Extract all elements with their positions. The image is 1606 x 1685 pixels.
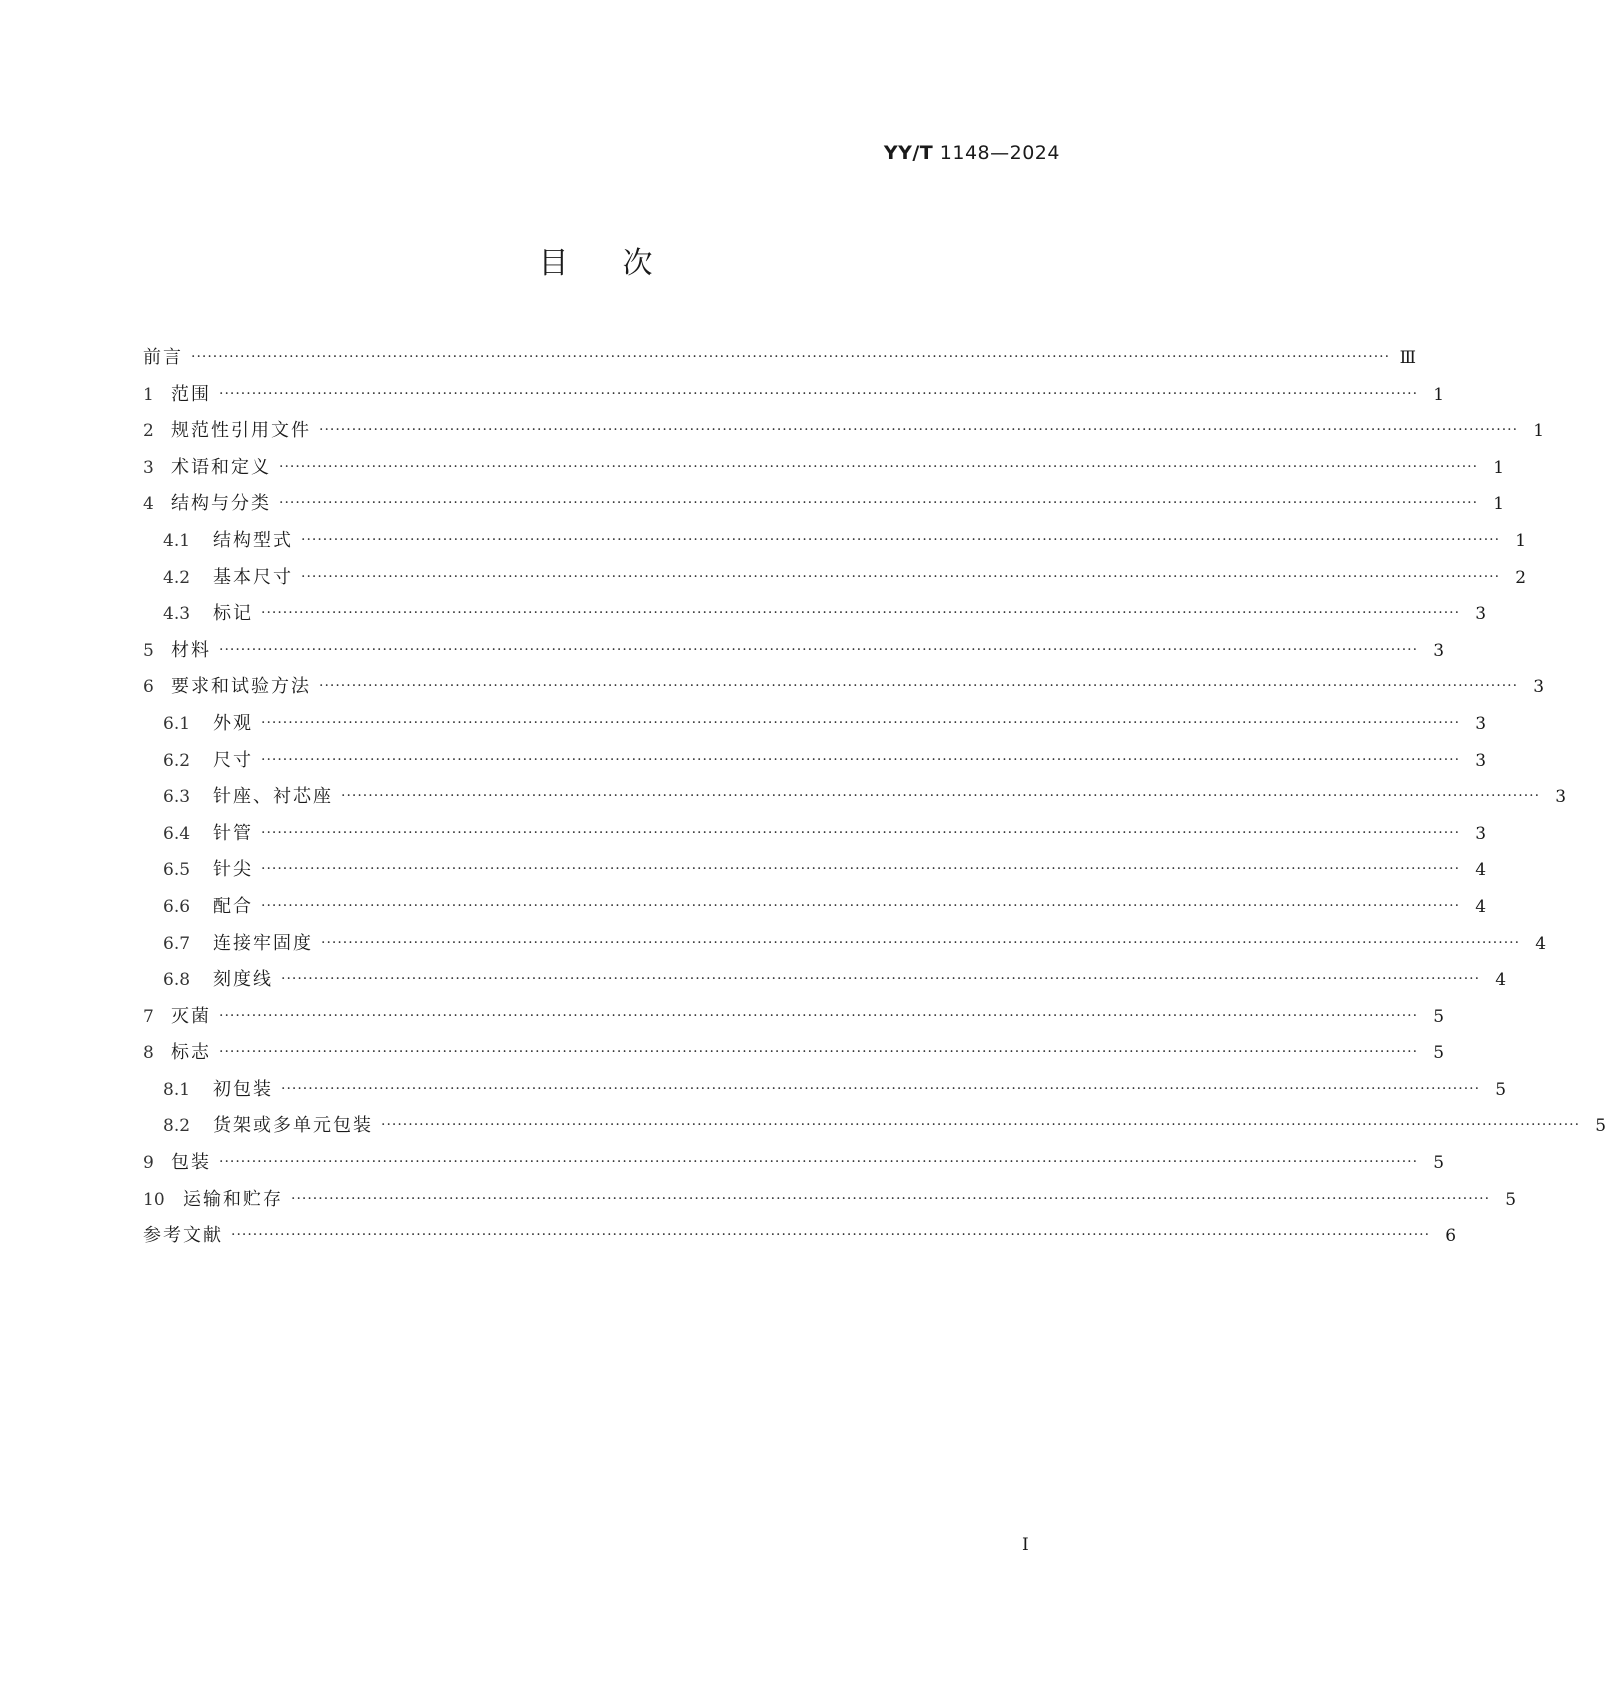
toc-entry-number: 8 bbox=[143, 1043, 154, 1064]
toc-entry-number: 6.8 bbox=[163, 970, 191, 991]
toc-entry-page: 5 bbox=[1433, 1153, 1445, 1174]
dot-leader: ···························································································································································································································· bbox=[261, 897, 1461, 914]
toc-entry-page: 4 bbox=[1475, 896, 1487, 917]
page-title: 目次 bbox=[538, 246, 707, 281]
toc-entry-page: 3 bbox=[1475, 823, 1487, 844]
toc-entry[interactable] bbox=[143, 596, 1487, 633]
toc-entry-page: 3 bbox=[1533, 677, 1545, 698]
toc-entry[interactable] bbox=[143, 999, 1445, 1036]
dot-leader: ···························································································································································································································· bbox=[279, 495, 1479, 512]
dot-leader: ···························································································································································································································· bbox=[279, 458, 1479, 475]
dot-leader: ···························································································································································································································· bbox=[281, 971, 1481, 988]
toc-entry-label: 货架或多单元包装 bbox=[213, 1115, 373, 1137]
standard-code bbox=[884, 142, 1060, 164]
toc-entry-number: 4.1 bbox=[163, 530, 191, 551]
toc-entry-page: 5 bbox=[1495, 1079, 1507, 1100]
toc-entry-label: 针座、衬芯座 bbox=[213, 786, 333, 808]
toc-entry-number: 6.5 bbox=[163, 860, 191, 881]
toc-entry-label: 刻度线 bbox=[213, 969, 273, 991]
toc-entry[interactable] bbox=[143, 1072, 1507, 1109]
toc-entry-page: 1 bbox=[1493, 457, 1505, 478]
toc-entry[interactable] bbox=[143, 377, 1445, 414]
toc-entry-label: 结构与分类 bbox=[171, 493, 271, 515]
toc-entry[interactable] bbox=[143, 340, 1417, 377]
dot-leader: ···························································································································································································································· bbox=[261, 824, 1461, 841]
toc-entry-number: 7 bbox=[143, 1006, 154, 1027]
toc-entry-label: 范围 bbox=[171, 383, 211, 405]
page-number: I bbox=[1022, 1535, 1029, 1555]
toc-entry-page: 1 bbox=[1533, 421, 1545, 442]
dot-leader: ···························································································································································································································· bbox=[301, 531, 1501, 548]
toc-entry-number: 6.2 bbox=[163, 750, 191, 771]
toc-entry-page: 3 bbox=[1475, 604, 1487, 625]
toc-entry-number: 6 bbox=[143, 677, 154, 698]
toc-entry[interactable] bbox=[143, 926, 1547, 963]
dot-leader: ···························································································································································································································· bbox=[219, 1007, 1419, 1024]
toc-entry[interactable] bbox=[143, 633, 1445, 670]
toc-entry[interactable] bbox=[143, 852, 1487, 889]
toc-entry-page: 5 bbox=[1433, 1043, 1445, 1064]
dot-leader: ···························································································································································································································· bbox=[321, 934, 1521, 951]
toc-entry-number: 6.6 bbox=[163, 896, 191, 917]
toc-entry-label: 初包装 bbox=[213, 1078, 273, 1100]
dot-leader: ···························································································································································································································· bbox=[261, 714, 1461, 731]
dot-leader: ···························································································································································································································· bbox=[319, 422, 1519, 439]
toc-entry-label: 尺寸 bbox=[213, 749, 253, 771]
dot-leader: ···························································································································································································································· bbox=[231, 1227, 1431, 1244]
toc-entry[interactable] bbox=[143, 450, 1505, 487]
toc-entry-number: 3 bbox=[143, 457, 154, 478]
dot-leader: ···························································································································································································································· bbox=[301, 568, 1501, 585]
toc-entry-label: 要求和试验方法 bbox=[171, 676, 311, 698]
toc-entry-label: 包装 bbox=[171, 1152, 211, 1174]
dot-leader: ···························································································································································································································· bbox=[319, 678, 1519, 695]
toc-entry-number: 4.2 bbox=[163, 567, 191, 588]
toc-entry-label: 灭菌 bbox=[171, 1005, 211, 1027]
toc-entry[interactable] bbox=[143, 1145, 1445, 1182]
toc-entry[interactable] bbox=[143, 669, 1545, 706]
toc-entry[interactable] bbox=[143, 816, 1487, 853]
dot-leader: ···························································································································································································································· bbox=[191, 349, 1391, 365]
toc-entry-label: 标记 bbox=[213, 603, 253, 625]
dot-leader: ···························································································································································································································· bbox=[341, 788, 1541, 805]
toc-entry-page: Ⅲ bbox=[1399, 348, 1417, 368]
toc-entry-page: 1 bbox=[1433, 384, 1445, 405]
toc-entry[interactable] bbox=[143, 1035, 1445, 1072]
toc-entry-page: 4 bbox=[1475, 860, 1487, 881]
toc-entry-label: 前言 bbox=[143, 347, 183, 368]
toc-entry[interactable] bbox=[143, 1108, 1606, 1145]
toc-entry[interactable] bbox=[143, 523, 1527, 560]
dot-leader: ···························································································································································································································· bbox=[219, 641, 1419, 658]
toc-entry-page: 4 bbox=[1495, 970, 1507, 991]
toc-entry-number: 10 bbox=[143, 1189, 165, 1210]
toc-entry[interactable] bbox=[143, 706, 1487, 743]
toc-entry-label: 参考文献 bbox=[143, 1225, 223, 1247]
toc-entry-number: 1 bbox=[143, 384, 154, 405]
toc-entry-label: 标志 bbox=[171, 1042, 211, 1064]
toc-entry[interactable] bbox=[143, 1218, 1457, 1255]
toc-entry[interactable] bbox=[143, 889, 1487, 926]
toc-entry-page: 3 bbox=[1475, 713, 1487, 734]
toc-entry-label: 基本尺寸 bbox=[213, 566, 293, 588]
toc-entry-page: 5 bbox=[1595, 1116, 1606, 1137]
toc-entry-number: 6.4 bbox=[163, 823, 191, 844]
toc-entry-label: 连接牢固度 bbox=[213, 932, 313, 954]
toc-entry-page: 5 bbox=[1505, 1189, 1517, 1210]
toc-entry[interactable] bbox=[143, 779, 1567, 816]
toc-entry-page: 2 bbox=[1515, 567, 1527, 588]
toc-entry-number: 4 bbox=[143, 494, 154, 515]
toc-entry-label: 配合 bbox=[213, 895, 253, 917]
table-of-contents bbox=[143, 340, 1606, 1255]
toc-entry-page: 1 bbox=[1515, 530, 1527, 551]
toc-entry-page: 3 bbox=[1433, 640, 1445, 661]
toc-entry-number: 9 bbox=[143, 1153, 154, 1174]
toc-entry-number: 6.7 bbox=[163, 933, 191, 954]
toc-entry-page: 3 bbox=[1555, 787, 1567, 808]
toc-entry[interactable] bbox=[143, 743, 1487, 780]
toc-entry-number: 5 bbox=[143, 640, 154, 661]
toc-entry[interactable] bbox=[143, 962, 1507, 999]
toc-entry[interactable] bbox=[143, 560, 1527, 597]
toc-entry-label: 针尖 bbox=[213, 859, 253, 881]
toc-entry-page: 3 bbox=[1475, 750, 1487, 771]
toc-entry-label: 运输和贮存 bbox=[183, 1188, 283, 1210]
toc-entry[interactable] bbox=[143, 486, 1505, 523]
toc-entry-number: 2 bbox=[143, 421, 154, 442]
toc-entry-number: 4.3 bbox=[163, 604, 191, 625]
dot-leader: ···························································································································································································································· bbox=[291, 1190, 1491, 1207]
toc-entry-number: 8.1 bbox=[163, 1079, 191, 1100]
toc-entry-number: 6.1 bbox=[163, 713, 191, 734]
dot-leader: ···························································································································································································································· bbox=[261, 605, 1461, 622]
toc-entry-page: 1 bbox=[1493, 494, 1505, 515]
toc-entry-label: 结构型式 bbox=[213, 529, 293, 551]
toc-entry-label: 外观 bbox=[213, 712, 253, 734]
dot-leader: ···························································································································································································································· bbox=[261, 751, 1461, 768]
standard-prefix: YY/T bbox=[883, 142, 934, 164]
dot-leader: ···························································································································································································································· bbox=[381, 1117, 1581, 1134]
toc-entry-label: 针管 bbox=[213, 822, 253, 844]
toc-entry[interactable] bbox=[143, 413, 1545, 450]
toc-entry-page: 4 bbox=[1535, 933, 1547, 954]
dot-leader: ···························································································································································································································· bbox=[261, 861, 1461, 878]
dot-leader: ···························································································································································································································· bbox=[219, 1154, 1419, 1171]
toc-entry-page: 6 bbox=[1445, 1226, 1457, 1247]
toc-entry-label: 规范性引用文件 bbox=[171, 420, 311, 442]
toc-entry[interactable] bbox=[143, 1182, 1517, 1219]
dot-leader: ···························································································································································································································· bbox=[219, 1044, 1419, 1061]
standard-number: 1148—2024 bbox=[939, 142, 1060, 164]
toc-entry-number: 8.2 bbox=[163, 1116, 191, 1137]
toc-entry-number: 6.3 bbox=[163, 787, 191, 808]
dot-leader: ···························································································································································································································· bbox=[281, 1080, 1481, 1097]
toc-entry-label: 材料 bbox=[171, 639, 211, 661]
dot-leader: ···························································································································································································································· bbox=[219, 385, 1419, 402]
toc-entry-label: 术语和定义 bbox=[171, 456, 271, 478]
toc-entry-page: 5 bbox=[1433, 1006, 1445, 1027]
